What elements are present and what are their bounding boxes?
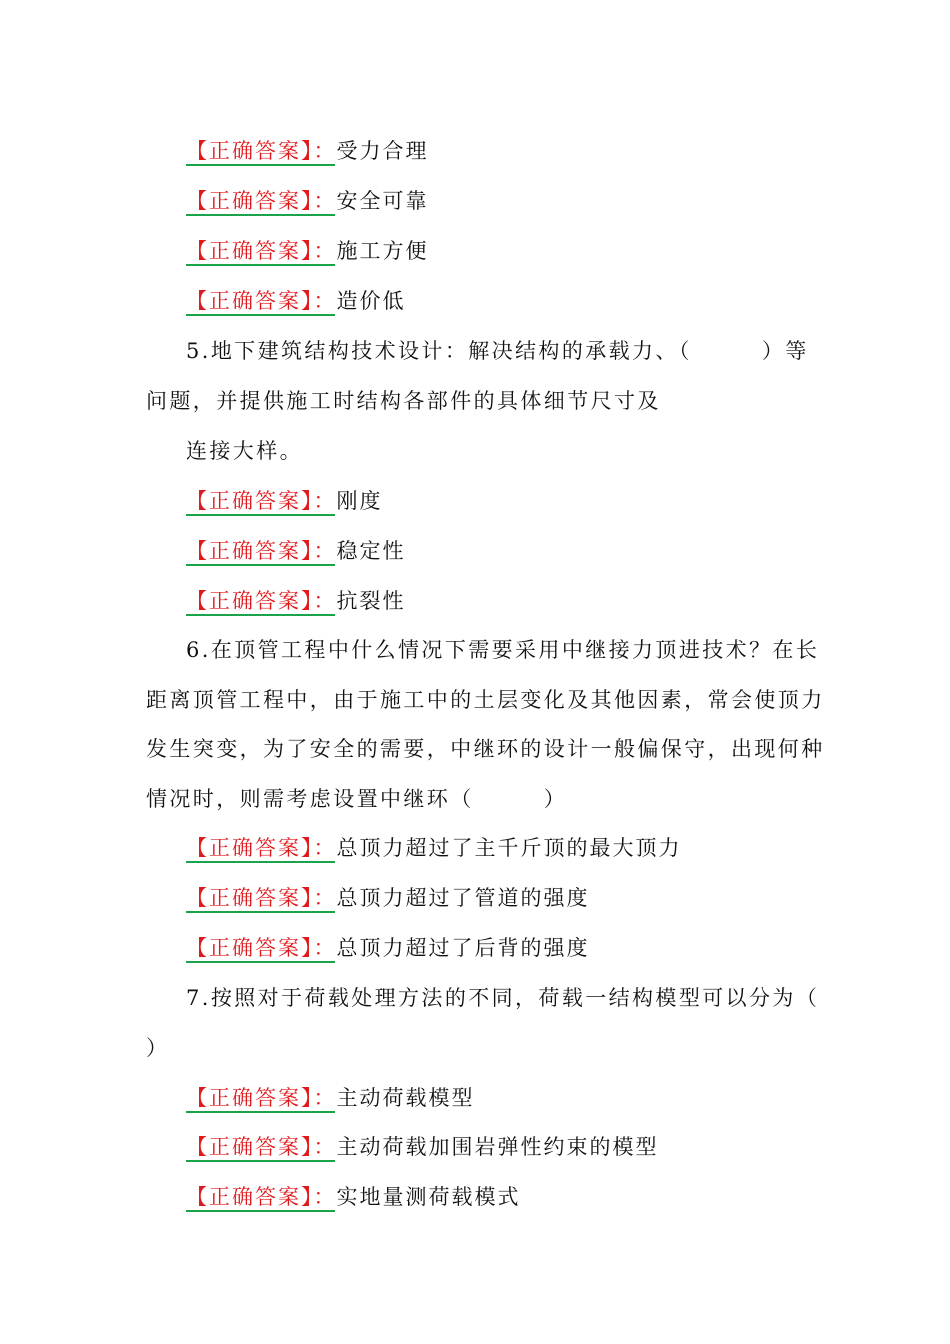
answer-text: 主动荷载模型 [336, 1086, 475, 1110]
answer-text: 造价低 [336, 289, 406, 313]
answer-label: 【正确答案】： [186, 536, 337, 568]
answer-text: 稳定性 [336, 539, 406, 563]
answer-line [186, 286, 406, 316]
answer-label: 【正确答案】： [186, 486, 337, 518]
answer-label: 【正确答案】： [186, 186, 337, 218]
question-5-line-3: 连接大样。 [186, 439, 303, 463]
answer-text: 实地量测荷载模式 [336, 1185, 521, 1209]
answer-text: 总顶力超过了管道的强度 [336, 886, 590, 910]
answer-line [186, 236, 429, 266]
answer-line [186, 536, 406, 566]
answer-label: 【正确答案】： [186, 1182, 337, 1214]
answer-text: 安全可靠 [336, 189, 429, 213]
question-6-line-4: 情况时，则需考虑设置中继环（ ） [146, 787, 568, 811]
answer-line [186, 933, 590, 963]
answer-line [186, 1132, 659, 1162]
question-6-line-2: 距离顶管工程中，由于施工中的土层变化及其他因素，常会使顶力 [146, 688, 825, 712]
answer-text: 总顶力超过了后背的强度 [336, 936, 590, 960]
answer-text: 受力合理 [336, 139, 429, 163]
answer-label: 【正确答案】： [186, 286, 337, 318]
question-7-line-2: ） [146, 1036, 170, 1060]
answer-line [186, 1083, 475, 1113]
answer-text: 抗裂性 [336, 589, 406, 613]
answer-label: 【正确答案】： [186, 933, 337, 965]
answer-label: 【正确答案】： [186, 883, 337, 915]
answer-line [186, 186, 429, 216]
answer-line [186, 833, 682, 863]
answer-line [186, 1182, 521, 1212]
answer-label: 【正确答案】： [186, 236, 337, 268]
answer-label: 【正确答案】： [186, 586, 337, 618]
answer-text: 总顶力超过了主千斤顶的最大顶力 [336, 836, 682, 860]
answer-text: 施工方便 [336, 239, 429, 263]
answer-line [186, 586, 406, 616]
answer-label: 【正确答案】： [186, 833, 337, 865]
answer-text: 刚度 [336, 489, 383, 513]
question-5-line-2: 问题，并提供施工时结构各部件的具体细节尺寸及 [146, 389, 661, 413]
question-6-line-1: 6.在顶管工程中什么情况下需要采用中继接力顶进技术？在长 [186, 638, 820, 662]
answer-label: 【正确答案】： [186, 136, 337, 168]
answer-line [186, 136, 429, 166]
answer-label: 【正确答案】： [186, 1132, 337, 1164]
question-5-line-1: 5.地下建筑结构技术设计：解决结构的承载力、（ ）等 [186, 339, 809, 363]
answer-line [186, 486, 383, 516]
answer-label: 【正确答案】： [186, 1083, 337, 1115]
question-7-line-1: 7.按照对于荷载处理方法的不同，荷载一结构模型可以分为（ [186, 986, 820, 1010]
question-6-line-3: 发生突变，为了安全的需要，中继环的设计一般偏保守，出现何种 [146, 737, 825, 761]
answer-line [186, 883, 590, 913]
answer-text: 主动荷载加围岩弹性约束的模型 [336, 1135, 659, 1159]
